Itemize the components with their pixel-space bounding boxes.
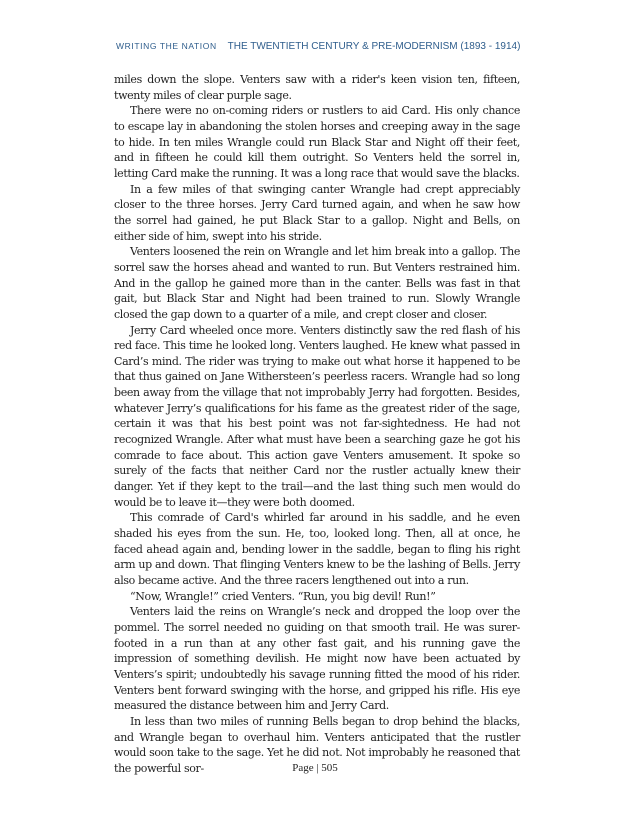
paragraph: This comrade of Card's whirled far around in his saddle, and he even shaded his eyes from the sun. He, too, looked long. Then, all at once, he faced ahead again and, bending lower in the saddle, began to fling his right arm up and down. That flinging Venters knew to be the lashing of Bells. Jerry also became active. And the three racers lengthened out into a run. — [114, 511, 520, 587]
running-header — [116, 40, 536, 52]
paragraph: Jerry Card wheeled once more. Venters distinctly saw the red flash of his red face. This time he looked long. Venters laughed. He knew what passed in Card’s mind. The rider was trying to make out what horse it happened to be that thus gained on Jane Withersteen’s peerless racers. Wrangle had so long been away from the village that not improbably Jerry had forgotten. Besides, whatever Jerry’s qualifications for his fame as the greatest rider of the sage, certain it was that his best point was not far-sightedness. He had not recognized Wrangle. After what must have been a searching gaze he got his comrade to face about. This action gave Venters amusement. It spoke so surely of the facts that neither Card nor the rustler actually knew their danger. Yet if they kept to the trail—and the last thing such men would do would be to leave it—they were both doomed. — [114, 323, 520, 509]
paragraph: In less than two miles of running Bells began to drop behind the blacks, and Wrangle began to overhaul him. Venters anticipated that the rustler would soon take to the sage. Yet he did not. Not improbably he reasoned that the powerful sor- — [114, 714, 520, 775]
paragraph: In a few miles of that swinging canter Wrangle had crept appreciably closer to the three horses. Jerry Card turned again, and when he saw how the sorrel had gained, he put Black Star to a gallop. Night and Bells, on either side of him, swept into his stride. — [114, 182, 520, 243]
paragraph: There were no on-coming riders or rustlers to aid Card. His only chance to escape lay in abandoning the stolen horses and creeping away in the sage to hide. In ten miles Wrangle could run Black Star and Night off their feet, and in fifteen he could kill them outright. So Venters held the sorrel in, letting Card make the running. It was a long race that would save the blacks. — [114, 104, 520, 180]
paragraph: Venters laid the reins on Wrangle’s neck and dropped the loop over the pommel. The sorrel needed no guiding on that smooth trail. He was surer-footed in a run than at any other fast gait, and his running gave the impression of something devilish. He might now have been actuated by Venters’s spirit; undoubtedly his savage running fitted the mood of his rider. Venters bent forward swinging with the horse, and gripped his rifle. His eye measured the distance between him and Jerry Card. — [114, 605, 520, 713]
header-chapter-title: THE TWENTIETH CENTURY & PRE-MODERNISM (1893 - 1914) — [227, 41, 521, 52]
header-series-title: WRITING THE NATION — [116, 41, 217, 51]
body-text — [114, 72, 520, 777]
paragraph: miles down the slope. Venters saw with a rider's keen vision ten, fifteen, twenty miles of clear purple sage. — [114, 73, 520, 102]
paragraph: “Now, Wrangle!” cried Venters. “Run, you big devil! Run!” — [130, 589, 436, 603]
page-number: Page | 505 — [292, 762, 338, 774]
paragraph: Venters loosened the rein on Wrangle and let him break into a gallop. The sorrel saw the horses ahead and wanted to run. But Venters restrained him. And in the gallop he gained more than in the canter. Bells was fast in that gait, but Black Star and Night had been trained to run. Slowly Wrangle closed the gap down to a quarter of a mile, and crept closer and closer. — [114, 245, 520, 321]
